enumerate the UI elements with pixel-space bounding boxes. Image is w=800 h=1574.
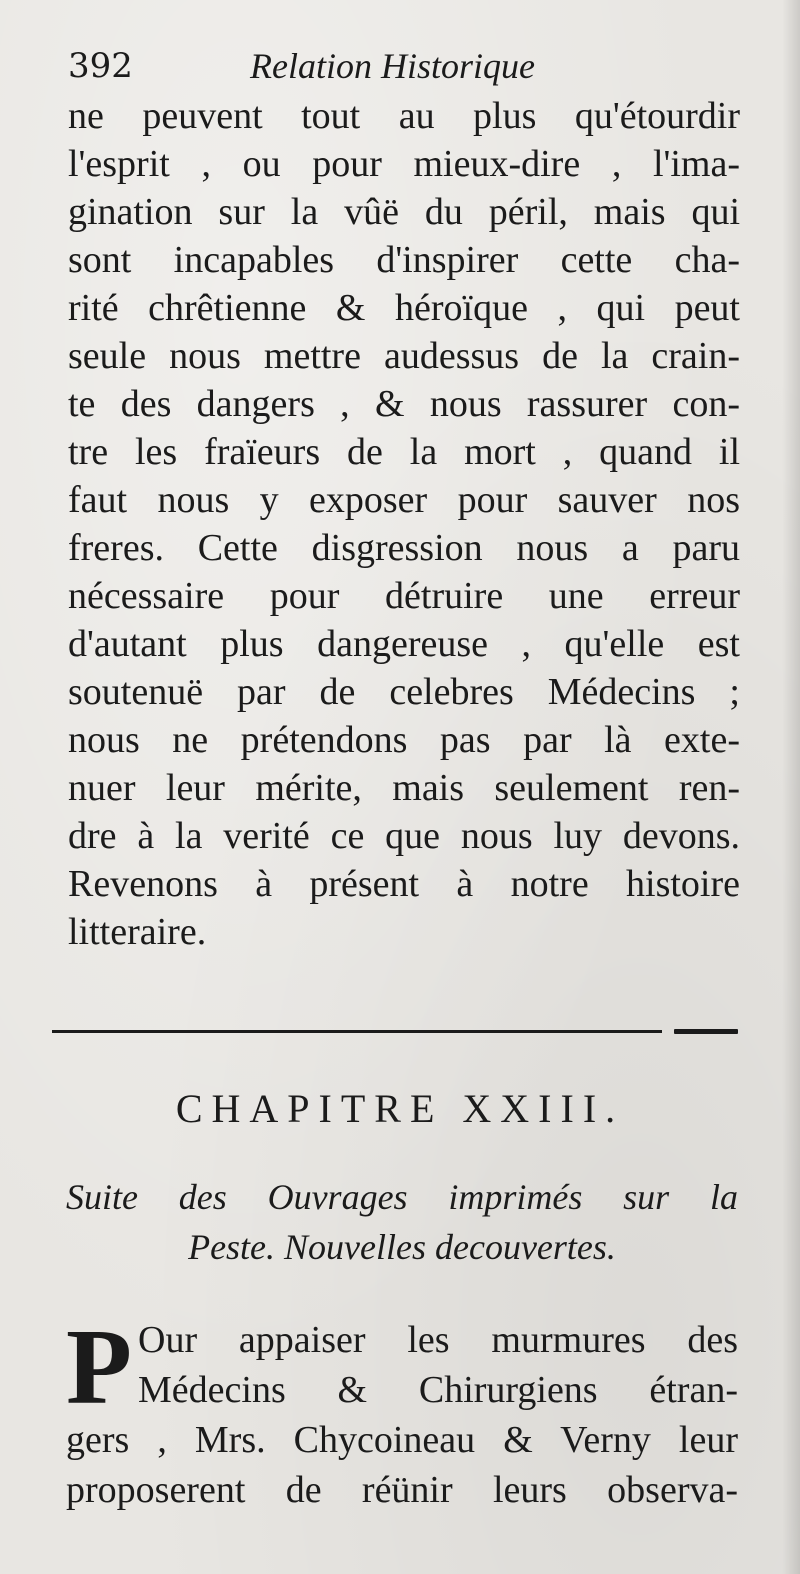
text-line: nécessaire pour détruire une erreur [68,575,740,617]
drop-cap: P [66,1308,132,1427]
text-line: sont incapables d'inspirer cette cha- [68,239,740,281]
chapter-subtitle [66,1172,738,1272]
running-head [68,42,758,90]
text-line: nuer leur mérite, mais seulement ren- [68,767,740,809]
text-line: rité chrêtienne & héroïque , qui peut [68,287,740,329]
text-line: soutenuë par de celebres Médecins ; [68,671,740,713]
chapter-opening-paragraph [66,1308,738,1526]
text-line: nous ne prétendons pas par là exte- [68,719,740,761]
divider-main-bar [52,1030,662,1033]
text-line: d'autant plus dangereuse , qu'elle est [68,623,740,665]
text-line: te des dangers , & nous rassurer con- [68,383,740,425]
text-line: tre les fraïeurs de la mort , quand il [68,431,740,473]
section-divider-rule [52,1026,738,1038]
text-line: gination sur la vûë du péril, mais qui [68,191,740,233]
text-line: Médecins & Chirurgiens étran- [138,1369,738,1411]
text-line: Our appaiser les murmures des [138,1319,738,1361]
text-line: gers , Mrs. Chycoineau & Verny leur [66,1419,738,1461]
text-line: l'esprit , ou pour mieux-dire , l'ima- [68,143,740,185]
text-line: ne peuvent tout au plus qu'étourdir [68,95,740,137]
chapter-subtitle-line: Peste. Nouvelles decouvertes. [188,1227,616,1267]
text-line: faut nous y exposer pour sauver nos [68,479,740,521]
running-head-title: Relation Historique [250,46,535,86]
body-paragraph [68,92,740,956]
text-line: Revenons à présent à notre histoire [68,863,740,905]
text-line: dre à la verité ce que nous luy devons. [68,815,740,857]
divider-tail-bar [674,1029,738,1034]
page-edge-shadow [782,0,800,1574]
text-line: seule nous mettre audessus de la crain- [68,335,740,377]
text-line: freres. Cette disgression nous a paru [68,527,740,569]
text-line: litteraire. [68,911,207,953]
chapter-title: CHAPITRE XXIII. [175,1086,625,1131]
page-number: 392 [68,46,133,86]
chapter-subtitle-line: Suite des Ouvrages imprimés sur la [66,1177,738,1217]
text-line: proposerent de réünir leurs observa- [66,1469,738,1511]
